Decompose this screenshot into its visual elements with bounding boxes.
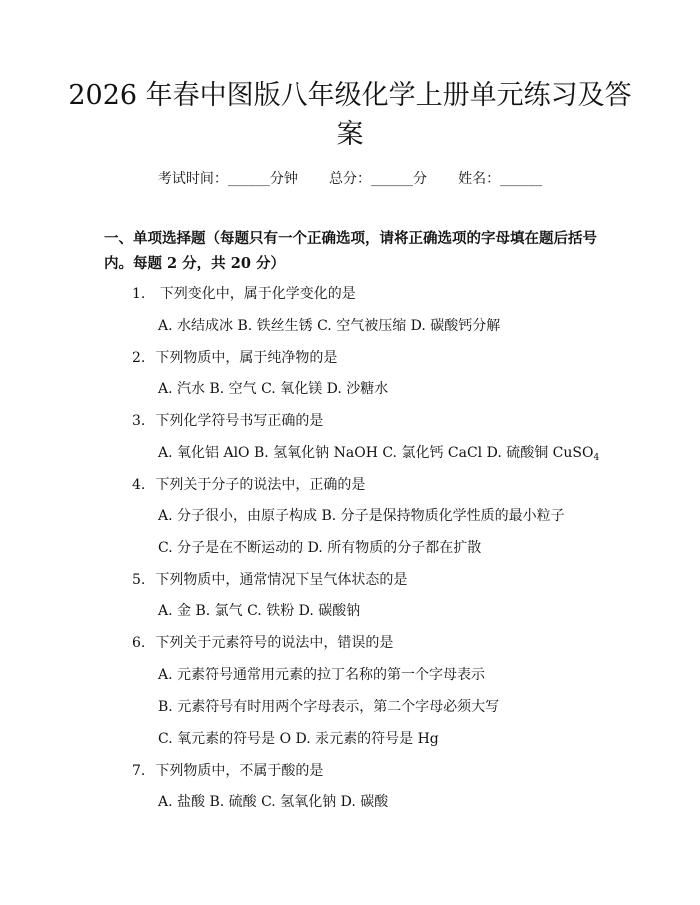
- question-number: 5.: [132, 572, 146, 588]
- exam-info-line: [0, 168, 700, 188]
- question-5: [132, 569, 407, 589]
- document-title: 2026 年春中图版八年级化学上册单元练习及答案: [68, 80, 632, 150]
- name-blank: ______: [500, 171, 543, 187]
- question-6-options-line-2: B. 元素符号有时用两个字母表示，第二个字母必须大写: [158, 699, 500, 715]
- name-label: 姓名：: [458, 171, 501, 187]
- question-1: [132, 283, 356, 303]
- score-label: 总分：: [329, 171, 371, 187]
- section-heading: 一、单项选择题（每题只有一个正确选项，请将正确选项的字母填在题后括号内。每题 2 分，共 20 分）: [104, 230, 597, 272]
- question-number: 1.: [132, 286, 146, 302]
- question-3-options: [158, 442, 599, 463]
- question-stem: 下列关于元素符号的说法中，错误的是: [155, 635, 394, 651]
- question-stem: 下列物质中，属于纯净物的是: [155, 350, 338, 366]
- time-label: 考试时间：: [157, 171, 228, 187]
- question-number: 6.: [132, 635, 146, 651]
- question-2: [132, 347, 337, 367]
- question-7: [132, 760, 323, 780]
- score-unit: 分: [413, 171, 427, 187]
- question-stem: 下列变化中，属于化学变化的是: [155, 286, 356, 302]
- question-stem: 下列关于分子的说法中，正确的是: [155, 477, 366, 493]
- question-stem: 下列化学符号书写正确的是: [155, 413, 324, 429]
- question-4-options-line-1: A. 分子很小，由原子构成 B. 分子是保持物质化学性质的最小粒子: [158, 508, 565, 524]
- option-text: A. 氧化铝 AlO B. 氢氧化钠 NaOH C. 氯化钙 CaCl D. 硫酸铜 CuSO: [158, 445, 594, 461]
- score-blank: ______: [371, 171, 413, 187]
- question-6: [132, 632, 393, 652]
- question-1-options: A. 水结成冰 B. 铁丝生锈 C. 空气被压缩 D. 碳酸钙分解: [158, 318, 501, 334]
- question-6-options-line-3: C. 氧元素的符号是 O D. 汞元素的符号是 Hg: [158, 731, 439, 747]
- question-3: [132, 410, 323, 430]
- question-4-options-line-2: C. 分子是在不断运动的 D. 所有物质的分子都在扩散: [158, 540, 482, 556]
- question-number: 4.: [132, 477, 146, 493]
- question-number: 3.: [132, 413, 146, 429]
- time-unit: 分钟: [269, 171, 298, 187]
- question-number: 2.: [132, 350, 146, 366]
- question-5-options: A. 金 B. 氯气 C. 铁粉 D. 碳酸钠: [158, 603, 361, 619]
- question-4: [132, 474, 365, 494]
- question-6-options-line-1: A. 元素符号通常用元素的拉丁名称的第一个字母表示: [158, 667, 486, 683]
- question-stem: 下列物质中，通常情况下呈气体状态的是: [155, 572, 408, 588]
- question-number: 7.: [132, 763, 146, 779]
- subscript: 4: [593, 453, 600, 463]
- question-7-options: A. 盐酸 B. 硫酸 C. 氢氧化钠 D. 碳酸: [158, 794, 389, 810]
- question-stem: 下列物质中，不属于酸的是: [155, 763, 324, 779]
- question-2-options: A. 汽水 B. 空气 C. 氧化镁 D. 沙糖水: [158, 381, 389, 397]
- time-blank: ______: [227, 171, 270, 187]
